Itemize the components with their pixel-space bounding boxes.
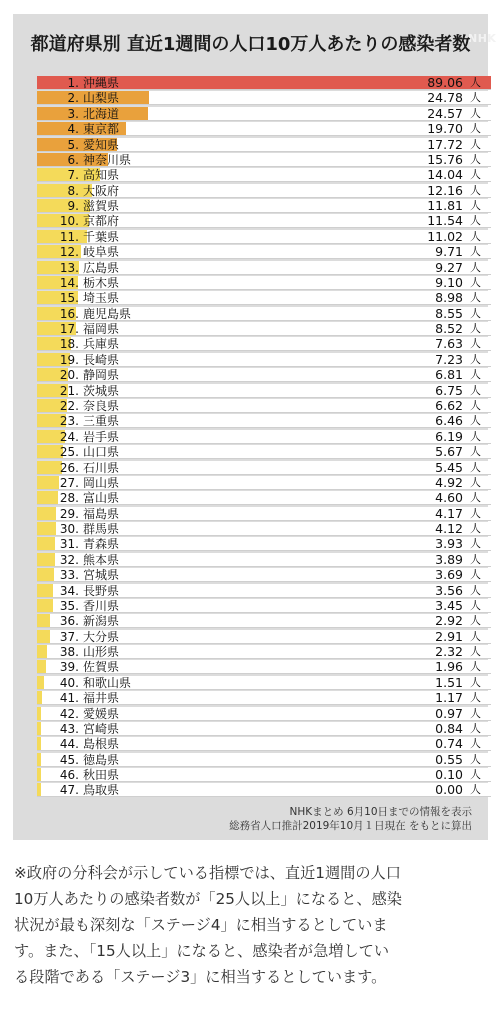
rank-label: 34. <box>59 583 79 598</box>
unit-label: 人 <box>470 675 481 689</box>
value-label: 17.72 <box>427 136 463 152</box>
bar-row <box>37 214 491 228</box>
rank-label: 8. <box>67 183 79 198</box>
value-label: 5.45 <box>435 459 463 475</box>
unit-label: 人 <box>470 383 481 397</box>
value-label: 9.10 <box>435 274 463 290</box>
category-label <box>41 430 119 444</box>
prefecture-name: 大阪府 <box>83 183 120 198</box>
rank-label: 37. <box>59 629 79 644</box>
prefecture-name: 愛知県 <box>83 137 120 152</box>
caption-line: 10万人あたりの感染者数が「25人以上」になると、感染 <box>14 890 402 908</box>
value-label: 0.84 <box>435 720 463 736</box>
category-label <box>41 614 119 628</box>
prefecture-name: 埼玉県 <box>83 291 120 306</box>
bar-row <box>37 430 491 444</box>
bar-row <box>37 537 491 551</box>
rank-label: 33. <box>59 568 79 583</box>
rank-label: 35. <box>59 598 79 613</box>
prefecture-name: 群馬県 <box>83 522 120 537</box>
category-label <box>41 76 119 90</box>
unit-label: 人 <box>470 245 481 259</box>
prefecture-name: 茨城県 <box>83 383 120 398</box>
rank-label: 22. <box>59 398 79 413</box>
prefecture-name: 沖縄県 <box>83 76 120 90</box>
value-label: 15.76 <box>427 151 463 167</box>
bar-row <box>37 291 491 305</box>
rank-label: 7. <box>67 168 79 183</box>
bar-row <box>37 599 491 613</box>
category-label <box>41 91 119 105</box>
rank-label: 5. <box>67 137 79 152</box>
unit-label: 人 <box>470 322 481 336</box>
unit-label: 人 <box>470 368 481 382</box>
prefecture-name: 青森県 <box>83 537 120 552</box>
prefecture-name: 大分県 <box>83 629 120 644</box>
prefecture-name: 和歌山県 <box>83 675 132 690</box>
prefecture-name: 鹿児島県 <box>83 306 132 321</box>
category-label <box>41 676 131 690</box>
value-label: 89.06 <box>427 75 463 90</box>
unit-label: 人 <box>470 460 481 474</box>
caption-line: 状況が最も深刻な「ステージ4」に相当するとしていま <box>14 916 388 934</box>
prefecture-name: 岩手県 <box>83 429 120 444</box>
category-label <box>41 261 119 275</box>
rank-label: 30. <box>59 522 79 537</box>
bar-row <box>37 199 491 213</box>
rank-label: 28. <box>59 491 79 506</box>
value-label: 0.00 <box>435 782 463 798</box>
rank-label: 25. <box>59 445 79 460</box>
unit-label: 人 <box>470 506 481 520</box>
value-label: 7.23 <box>435 351 463 367</box>
prefecture-name: 秋田県 <box>83 768 120 783</box>
unit-label: 人 <box>470 660 481 674</box>
bar-row <box>37 138 491 152</box>
bar-row <box>37 707 491 721</box>
bar-row <box>37 676 491 690</box>
source-note-2: 総務省人口推計2019年10月１日現在 をもとに算出 <box>229 820 472 832</box>
rank-label: 9. <box>67 199 79 214</box>
unit-label: 人 <box>470 691 481 705</box>
category-label <box>41 122 119 136</box>
prefecture-name: 長野県 <box>83 583 120 598</box>
unit-label: 人 <box>470 721 481 735</box>
bar-row <box>37 753 491 767</box>
bar-row <box>37 153 491 167</box>
unit-label: 人 <box>470 337 481 351</box>
prefecture-name: 奈良県 <box>83 398 120 413</box>
prefecture-name: 高知県 <box>83 168 120 183</box>
prefecture-name: 栃木県 <box>83 275 120 290</box>
bar-row <box>37 337 491 351</box>
unit-label: 人 <box>470 706 481 720</box>
bar-row <box>37 737 491 751</box>
rank-label: 38. <box>59 645 79 660</box>
unit-label: 人 <box>470 768 481 782</box>
category-label <box>41 491 119 505</box>
bar-row <box>37 91 491 105</box>
value-label: 2.32 <box>435 644 463 660</box>
prefecture-name: 福岡県 <box>83 322 120 337</box>
value-label: 5.67 <box>435 444 463 460</box>
bar-row <box>37 414 491 428</box>
source-note-1: NHKまとめ 6月10日までの情報を表示 <box>289 806 472 818</box>
rank-label: 36. <box>59 614 79 629</box>
unit-label: 人 <box>470 122 481 136</box>
value-label: 6.81 <box>435 367 463 383</box>
value-label: 4.12 <box>435 521 463 537</box>
prefecture-name: 三重県 <box>83 414 120 429</box>
value-label: 3.45 <box>435 597 463 613</box>
bar-row <box>37 184 491 198</box>
caption-text <box>14 860 492 990</box>
prefecture-name: 静岡県 <box>83 368 120 383</box>
rank-label: 11. <box>59 229 79 244</box>
category-label <box>41 707 119 721</box>
value-label: 3.69 <box>435 567 463 583</box>
rank-label: 19. <box>59 352 79 367</box>
bar-row <box>37 491 491 505</box>
rank-label: 44. <box>59 737 79 752</box>
unit-label: 人 <box>470 137 481 151</box>
value-label: 0.10 <box>435 767 463 783</box>
value-label: 19.70 <box>427 121 463 137</box>
category-label <box>41 522 119 536</box>
unit-label: 人 <box>470 229 481 243</box>
prefecture-name: 鳥取県 <box>83 783 120 798</box>
unit-label: 人 <box>470 598 481 612</box>
value-label: 11.54 <box>427 213 463 229</box>
bar-row <box>37 276 491 290</box>
rank-label: 16. <box>59 306 79 321</box>
bar-row <box>37 445 491 459</box>
rank-label: 20. <box>59 368 79 383</box>
category-label <box>41 645 119 659</box>
rank-label: 13. <box>59 260 79 275</box>
value-label: 7.63 <box>435 336 463 352</box>
rank-label: 45. <box>59 752 79 767</box>
bar-row <box>37 614 491 628</box>
unit-label: 人 <box>470 522 481 536</box>
bar-row <box>37 230 491 244</box>
caption-line: す。また、「15人以上」になると、感染者が急増してい <box>14 942 390 960</box>
bar-row <box>37 476 491 490</box>
bar-row <box>37 76 491 90</box>
category-label <box>41 245 119 259</box>
bar-row <box>37 122 491 136</box>
unit-label: 人 <box>470 568 481 582</box>
rank-label: 10. <box>59 214 79 229</box>
value-label: 12.16 <box>427 182 463 198</box>
category-label <box>41 153 131 167</box>
value-label: 11.02 <box>427 228 463 244</box>
prefecture-name: 岐阜県 <box>83 245 120 260</box>
category-label <box>41 753 119 767</box>
unit-label: 人 <box>470 614 481 628</box>
caption-line: ※政府の分科会が示している指標では、直近1週間の人口 <box>14 864 401 882</box>
rank-label: 43. <box>59 721 79 736</box>
value-label: 0.55 <box>435 751 463 767</box>
category-label <box>41 107 119 121</box>
rank-label: 2. <box>67 91 79 106</box>
bar-row <box>37 645 491 659</box>
value-label: 3.89 <box>435 551 463 567</box>
prefecture-name: 山梨県 <box>83 91 120 106</box>
bar-row <box>37 322 491 336</box>
unit-label: 人 <box>470 168 481 182</box>
prefecture-name: 長崎県 <box>83 352 120 367</box>
value-label: 6.75 <box>435 382 463 398</box>
unit-label: 人 <box>470 199 481 213</box>
rank-label: 17. <box>59 322 79 337</box>
value-label: 6.62 <box>435 397 463 413</box>
value-label: 24.57 <box>427 105 463 121</box>
bar-row <box>37 261 491 275</box>
prefecture-name: 山形県 <box>83 645 120 660</box>
bar-row <box>37 368 491 382</box>
unit-label: 人 <box>470 737 481 751</box>
prefecture-name: 福井県 <box>83 691 120 706</box>
prefecture-name: 神奈川県 <box>83 152 132 167</box>
value-label: 4.60 <box>435 490 463 506</box>
prefecture-name: 北海道 <box>83 106 120 121</box>
category-label <box>41 184 119 198</box>
unit-label: 人 <box>470 76 481 89</box>
rank-label: 21. <box>59 383 79 398</box>
unit-label: 人 <box>470 475 481 489</box>
category-label <box>41 476 119 490</box>
bar-row <box>37 245 491 259</box>
unit-label: 人 <box>470 106 481 120</box>
prefecture-name: 石川県 <box>83 460 120 475</box>
unit-label: 人 <box>470 445 481 459</box>
value-label: 1.17 <box>435 690 463 706</box>
bar-row <box>37 461 491 475</box>
unit-label: 人 <box>470 491 481 505</box>
bar-row <box>37 630 491 644</box>
value-label: 11.81 <box>427 198 463 214</box>
category-label <box>41 307 131 321</box>
prefecture-name: 香川県 <box>83 598 120 613</box>
category-label <box>41 353 119 367</box>
value-label: 4.92 <box>435 474 463 490</box>
category-label <box>41 445 119 459</box>
category-label <box>41 322 119 336</box>
value-label: 8.55 <box>435 305 463 321</box>
category-label <box>41 214 119 228</box>
bar-row <box>37 691 491 705</box>
bar-row <box>37 168 491 182</box>
category-label <box>41 768 119 782</box>
rank-label: 32. <box>59 552 79 567</box>
prefecture-name: 広島県 <box>83 260 120 275</box>
unit-label: 人 <box>470 152 481 166</box>
category-label <box>41 199 119 213</box>
unit-label: 人 <box>470 645 481 659</box>
bar-row <box>37 307 491 321</box>
bar-row <box>37 507 491 521</box>
rank-label: 26. <box>59 460 79 475</box>
unit-label: 人 <box>470 183 481 197</box>
value-label: 0.74 <box>435 736 463 752</box>
bar-row <box>37 584 491 598</box>
category-label <box>41 568 119 582</box>
rank-label: 4. <box>67 122 79 137</box>
unit-label: 人 <box>470 552 481 566</box>
prefecture-name: 千葉県 <box>83 229 120 244</box>
category-label <box>41 168 119 182</box>
rank-label: 31. <box>59 537 79 552</box>
unit-label: 人 <box>470 752 481 766</box>
category-label <box>41 291 119 305</box>
value-label: 3.93 <box>435 536 463 552</box>
rank-label: 6. <box>67 152 79 167</box>
value-label: 2.91 <box>435 628 463 644</box>
category-label <box>41 399 119 413</box>
category-label <box>41 691 119 705</box>
category-label <box>41 507 119 521</box>
bar-row <box>37 384 491 398</box>
prefecture-name: 兵庫県 <box>83 337 120 352</box>
value-label: 8.52 <box>435 321 463 337</box>
category-label <box>41 630 119 644</box>
unit-label: 人 <box>470 537 481 551</box>
rank-label: 39. <box>59 660 79 675</box>
category-label <box>41 337 119 351</box>
prefecture-name: 新潟県 <box>83 614 120 629</box>
category-label <box>41 138 119 152</box>
bar-row <box>37 353 491 367</box>
category-label <box>41 368 119 382</box>
category-label <box>41 230 119 244</box>
category-label <box>41 537 119 551</box>
prefecture-name: 岡山県 <box>83 475 120 490</box>
value-label: 0.97 <box>435 705 463 721</box>
rank-label: 40. <box>59 675 79 690</box>
unit-label: 人 <box>470 214 481 228</box>
bar-row <box>37 783 491 797</box>
rank-label: 47. <box>59 783 79 798</box>
value-label: 24.78 <box>427 90 463 106</box>
prefecture-name: 徳島県 <box>83 752 120 767</box>
rank-label: 3. <box>67 106 79 121</box>
value-label: 2.92 <box>435 613 463 629</box>
rank-label: 41. <box>59 691 79 706</box>
prefecture-name: 山口県 <box>83 445 120 460</box>
category-label <box>41 384 119 398</box>
prefecture-name: 佐賀県 <box>83 660 120 675</box>
value-label: 1.51 <box>435 674 463 690</box>
bar-row <box>37 399 491 413</box>
rank-label: 46. <box>59 768 79 783</box>
unit-label: 人 <box>470 429 481 443</box>
prefecture-name: 宮崎県 <box>83 721 120 736</box>
category-label <box>41 783 119 797</box>
prefecture-name: 京都府 <box>83 214 120 229</box>
rank-label: 24. <box>59 429 79 444</box>
rank-label: 1. <box>67 76 79 90</box>
category-label <box>41 722 119 736</box>
unit-label: 人 <box>470 414 481 428</box>
prefecture-name: 島根県 <box>83 737 120 752</box>
unit-label: 人 <box>470 352 481 366</box>
unit-label: 人 <box>470 306 481 320</box>
rank-label: 14. <box>59 275 79 290</box>
unit-label: 人 <box>470 275 481 289</box>
unit-label: 人 <box>470 629 481 643</box>
rank-label: 27. <box>59 475 79 490</box>
rank-label: 23. <box>59 414 79 429</box>
prefecture-name: 滋賀県 <box>83 199 120 214</box>
category-label <box>41 461 119 475</box>
bar-row <box>37 768 491 782</box>
rank-label: 29. <box>59 506 79 521</box>
category-label <box>41 584 119 598</box>
bar-row <box>37 107 491 121</box>
value-label: 14.04 <box>427 167 463 183</box>
unit-label: 人 <box>470 398 481 412</box>
category-label <box>41 737 119 751</box>
bar-row <box>37 553 491 567</box>
rank-label: 15. <box>59 291 79 306</box>
prefecture-name: 愛媛県 <box>83 706 120 721</box>
prefecture-name: 富山県 <box>83 491 120 506</box>
value-label: 6.46 <box>435 413 463 429</box>
category-label <box>41 553 119 567</box>
prefecture-name: 東京都 <box>83 122 120 137</box>
rank-label: 42. <box>59 706 79 721</box>
value-label: 6.19 <box>435 428 463 444</box>
value-label: 9.71 <box>435 244 463 260</box>
unit-label: 人 <box>470 260 481 274</box>
prefecture-name: 宮城県 <box>83 568 120 583</box>
category-label <box>41 660 119 674</box>
prefecture-name: 熊本県 <box>83 552 120 567</box>
category-label <box>41 276 119 290</box>
value-label: 9.27 <box>435 259 463 275</box>
unit-label: 人 <box>470 783 481 797</box>
caption-line: る段階である「ステージ3」に相当するとしています。 <box>14 968 387 986</box>
value-label: 8.98 <box>435 290 463 306</box>
rank-label: 12. <box>59 245 79 260</box>
prefecture-name: 福島県 <box>83 506 120 521</box>
unit-label: 人 <box>470 291 481 305</box>
value-label: 3.56 <box>435 582 463 598</box>
category-label <box>41 599 119 613</box>
bar-row <box>37 722 491 736</box>
chart-title: 都道府県別 直近1週間の人口10万人あたりの感染者数 <box>30 34 471 55</box>
nhk-watermark: NHK <box>468 32 497 45</box>
unit-label: 人 <box>470 91 481 105</box>
rank-label: 18. <box>59 337 79 352</box>
category-label <box>41 414 119 428</box>
bar-row <box>37 522 491 536</box>
value-label: 4.17 <box>435 505 463 521</box>
chart-panel <box>13 14 497 840</box>
bar-row <box>37 568 491 582</box>
unit-label: 人 <box>470 583 481 597</box>
bar-row <box>37 660 491 674</box>
value-label: 1.96 <box>435 659 463 675</box>
